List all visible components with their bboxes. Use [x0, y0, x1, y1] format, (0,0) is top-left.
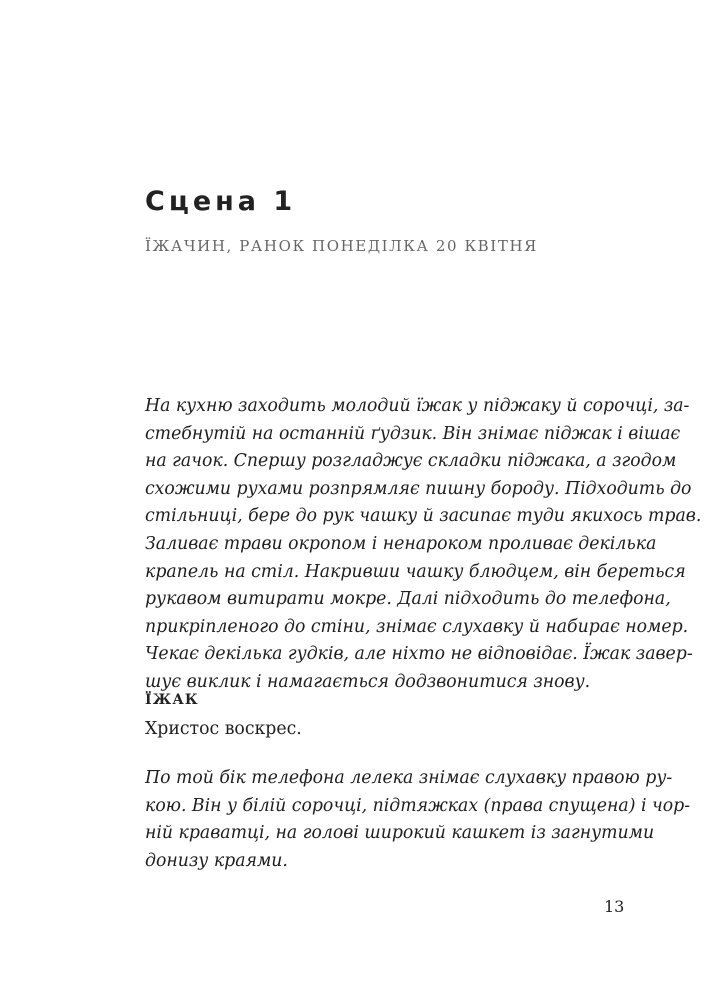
text-line: кою. Він у білій сорочці, підтяжках (права спущена) і чор-	[145, 795, 691, 816]
speech-line: Христос воскрес.	[145, 719, 302, 739]
text-line: на гачок. Спершу розгладжує складки піджака, а згодом	[145, 451, 677, 472]
text-line: На кухню заходить молодий їжак у піджаку й сорочці, за-	[145, 396, 690, 416]
text-line: донизу краями.	[145, 850, 288, 871]
text-line: схожими рухами розпрямляє пишну бороду. Підходить до	[145, 478, 692, 499]
page-number: 13	[604, 897, 625, 916]
text-line: ній краватці, на голові широкий кашкет із загнутими	[145, 823, 655, 844]
text-line: стільниці, бере до рук чашку й засипає туди якихось трав.	[145, 506, 702, 527]
text-line: прикріпленого до стіни, знімає слухавку й набирає номер.	[145, 616, 689, 637]
text-line: По той бік телефона лелека знімає слухавку правою ру-	[145, 768, 673, 788]
stage-direction-1	[145, 393, 702, 697]
text-line: шує виклик і намагається додзвонитися знову.	[145, 671, 591, 692]
text-line: рукавом витирати мокре. Далі підходить до телефона,	[145, 589, 671, 610]
text-line: стебнутій на останній ґудзик. Він знімає піджак і вішає	[145, 423, 681, 444]
scene-subtitle: ЇЖАЧИН, РАНОК ПОНЕДІЛКА 20 КВІТНЯ	[145, 237, 538, 255]
text-line: крапель на стіл. Накривши чашку блюдцем, він береться	[145, 561, 686, 582]
speaker-name: ЇЖАК	[145, 692, 199, 708]
scene-title: Сцена 1	[145, 186, 297, 217]
stage-direction-2	[145, 765, 691, 875]
text-line: Чекає декілька гудків, але ніхто не відповідає. Їжак завер-	[145, 644, 693, 665]
text-line: Заливає трави окропом і ненароком проливає декілька	[145, 533, 657, 554]
